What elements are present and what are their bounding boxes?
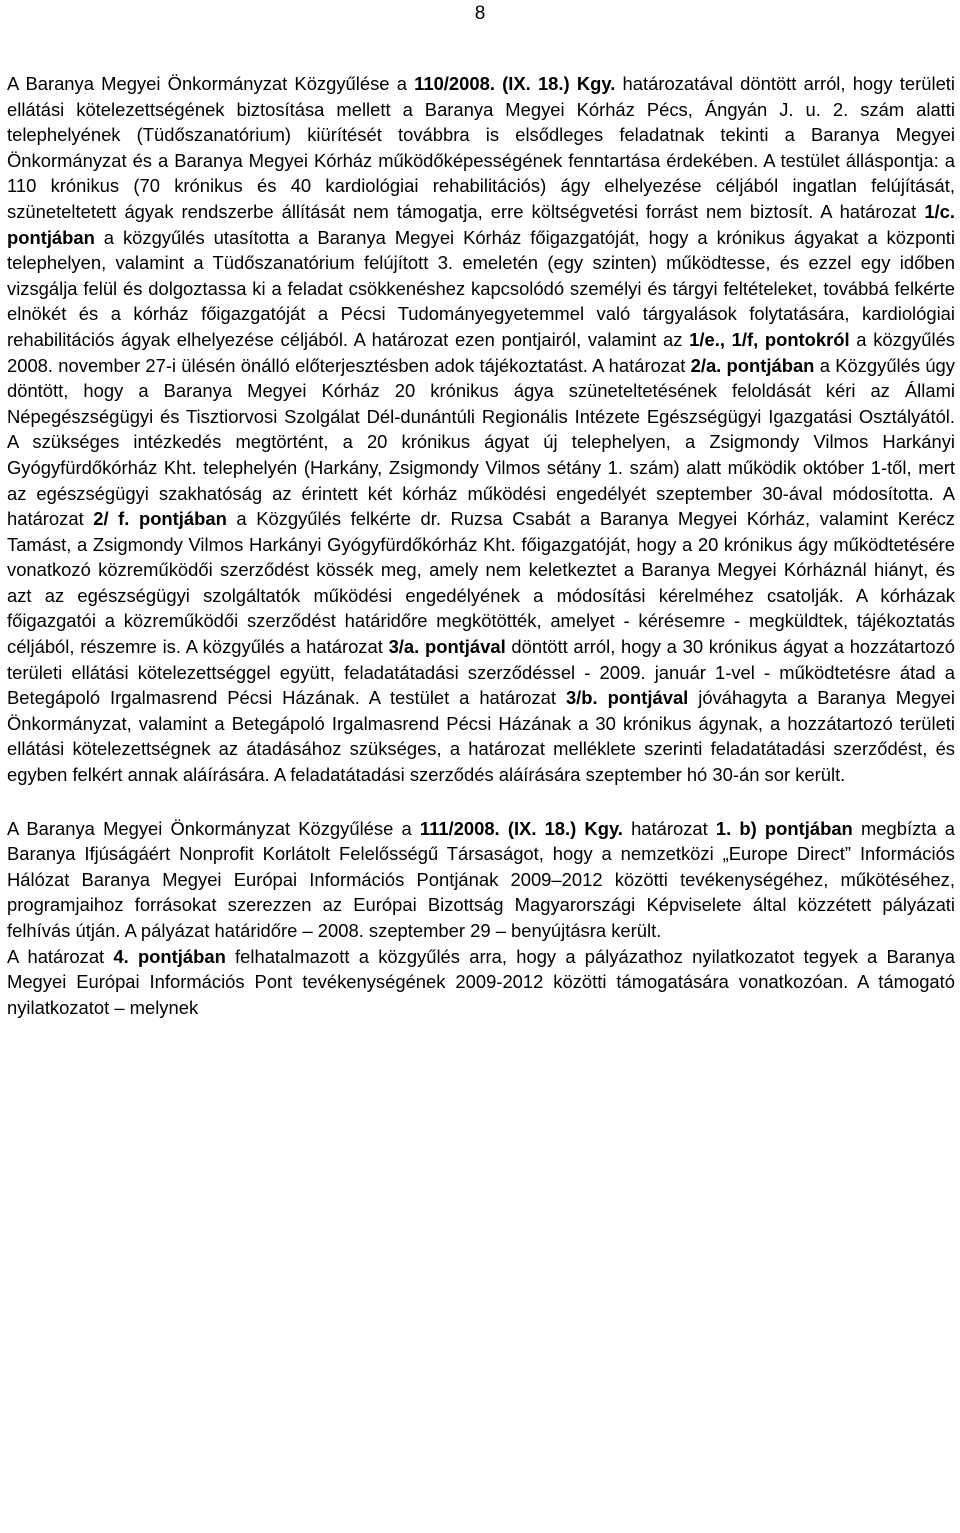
text-segment: jóváhagyta a Baranya Megyei Önkormányzat, valamint a Betegápoló Irgalmasrend Pécsi Házának a 30 krónikus ágynak, a hozzátartozó területi ellátási kötelezettségnek az átadásához szükséges, a határozat melléklete szerinti feladatátadási szerződést, és egyben felkért annak aláírására. A feladatátadási szerződés aláírására szeptember hó 30-án sor került. [7, 687, 955, 786]
text-segment: A Baranya Megyei Önkormányzat Közgyűlése a [7, 817, 420, 839]
paragraph-decision-point-4 [7, 944, 955, 1021]
page-number: 8 [474, 3, 486, 24]
paragraph-decision-110 [7, 71, 955, 788]
text-segment: megbízta a Baranya Ifjúságáért Nonprofit Korlátolt Felelősségű Társaságot, hogy a nemzetközi „Europe Direct” Információs Hálózat Baranya Megyei Európai Információs Pontjának 2009–2012 közötti tevékenységéhez, műkötéséhez, programjaihoz forrásokat szerezzen az Európai Bizottság Magyarországi Képviselete által közzétett pályázati felhívás útján. A pályázat határidőre – 2008. szeptember 29 – benyújtásra került. [7, 817, 955, 941]
text-segment: A Baranya Megyei Önkormányzat Közgyűlése a [7, 73, 415, 94]
decision-point-reference: 1/c. pontjában [7, 200, 955, 248]
decision-number: 111/2008. (IX. 18.) Kgy. [419, 817, 623, 839]
decision-point-reference: 1/e., 1/f, pontokról [689, 328, 850, 350]
text-segment: határozatával döntött arról, hogy területi ellátási kötelezettségének biztosítása mellett a Baranya Megyei Kórház Pécs, Ángyán J. u. 2. szám alatti telephelyének (Tüdőszanatórium) kiürítését továbbra is elsődleges feladatnak tekinti a Baranya Megyei Önkormányzat és a Baranya Megyei Kórház működőképességének fenntartása érdekében. A testület álláspontja: a 110 krónikus (70 krónikus és 40 kardiológiai rehabilitációs) ágy elhelyezése céljából ingatlan felújítását, szüneteltetett ágyak rendszerbe állítását nem támogatja, erre költségvetési forrást nem biztosít. A határozat [7, 73, 955, 222]
text-segment: a közgyűlés 2008. november 27-i ülésén önálló előterjesztésben adok tájékoztatást. A határozat [7, 328, 955, 376]
decision-point-reference: 3/a. pontjával [388, 636, 506, 658]
document-body [7, 71, 955, 1020]
decision-point-reference: 3/b. pontjával [565, 687, 689, 709]
text-segment: a közgyűlés utasította a Baranya Megyei Kórház főigazgatóját, hogy a krónikus ágyakat a központi telephelyen, valamint a Tüdőszanatórium felújított 3. emeletén (egy szinten) működtesse, és ezzel egy időben vizsgálja felül és dolgoztassa ki a feladat csökkenéshez kapcsolódó személyi és tárgyi feltételeket, továbbá felkérte elnökét és a kórház főigazgatóját a Pécsi Tudományegyetemmel való tárgyalások folytatására, kardiológiai rehabilitációs ágyak elhelyezése céljából. A határozat ezen pontjairól, valamint az [7, 226, 955, 350]
decision-number: 110/2008. (IX. 18.) Kgy. [414, 73, 616, 94]
text-segment: a Közgyűlés úgy döntött, hogy a Baranya Megyei Kórház 20 krónikus ágya szüneteltetésének feloldását kéri az Állami Népegészségügyi és Tisztiorvosi Szolgálat Dél-dunántúli Regionális Intézete Egészségügyi Igazgatási Osztályától. A szükséges intézkedés megtörtént, a 20 krónikus ágyat új telephelyen, a Zsigmondy Vilmos Harkányi Gyógyfürdőkórház Kht. telephelyén (Harkány, Zsigmondy Vilmos sétány 1. szám) alatt működik október 1-től, mert az egészségügyi szakhatóság az érintett két kórház működési engedélyét szeptember 30-ával módosította. A határozat [7, 354, 955, 530]
text-segment: A határozat [7, 945, 114, 967]
text-segment: a Közgyűlés felkérte dr. Ruzsa Csabát a Baranya Megyei Kórház, valamint Kerécz Tamást, a Zsigmondy Vilmos Harkányi Gyógyfürdőkórház Kht. főigazgatóját, hogy a 20 krónikus ágy működtetésére vonatkozó közreműködői szerződést kössék meg, amely nem keletkeztet a Baranya Megyei Kórháznál hiányt, és azt az egészségügyi szolgáltatók működési engedélyének a módosítási kérelméhez csatolják. A kórházak főigazgatói a közreműködői szerződést határidőre megkötötték, amelyet - kérésemre - megküldtek, tájékoztatás céljából, részemre is. A közgyűlés a határozat [7, 508, 955, 658]
decision-point-reference: 1. b) pontjában [715, 817, 853, 839]
text-segment: felhatalmazott a közgyűlés arra, hogy a pályázathoz nyilatkozatot tegyek a Baranya Megyei Európai Információs Pont tevékenységének 2009-2012 közötti támogatására vonatkozóan. A támogató nyilatkozatot – melynek [7, 945, 955, 1018]
decision-point-reference: 2/a. pontjában [690, 354, 815, 376]
text-segment: határozat [622, 817, 716, 839]
decision-point-reference: 2/ f. pontjában [93, 508, 227, 530]
paragraph-decision-111 [7, 816, 955, 944]
text-segment: döntött arról, hogy a 30 krónikus ágyat a hozzátartozó területi ellátási kötelezettséggel együtt, feladatátadási szerződéssel - 2009. január 1-vel - működtetésre átad a Betegápoló Irgalmasrend Pécsi Házának. A testület a határozat [7, 636, 955, 709]
decision-point-reference: 4. pontjában [113, 945, 226, 967]
